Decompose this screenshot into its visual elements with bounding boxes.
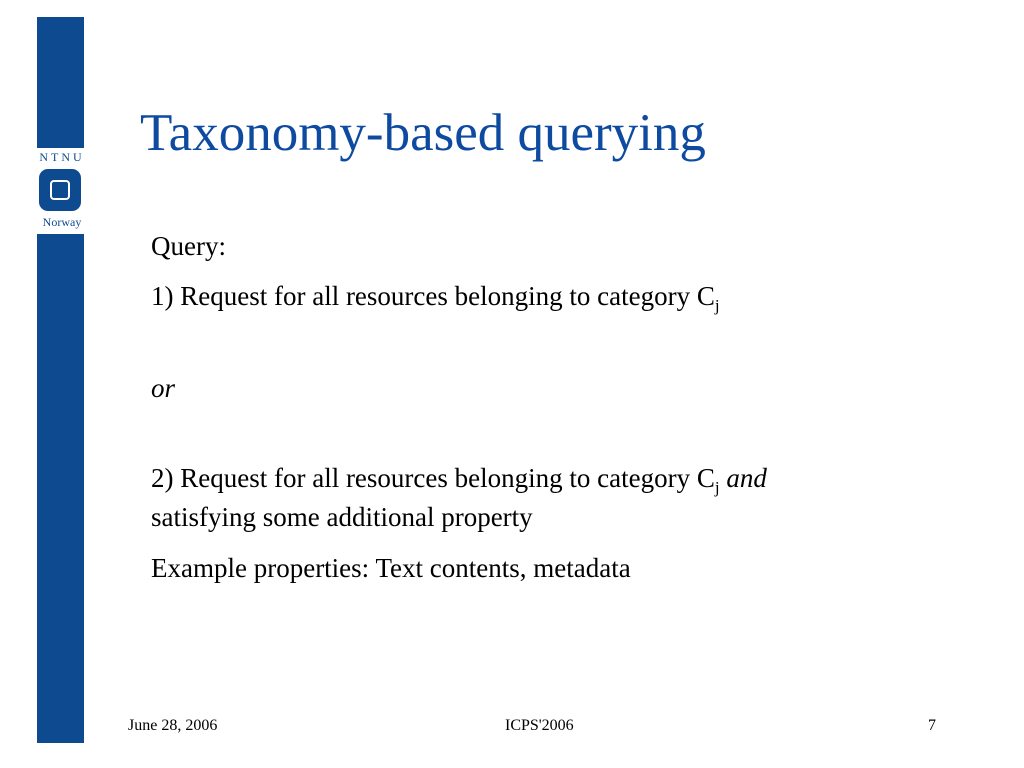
query-item-1-subscript: j xyxy=(714,296,720,315)
logo-mark-inner xyxy=(50,180,70,200)
footer-conference: ICPS'2006 xyxy=(505,717,574,734)
footer-date: June 28, 2006 xyxy=(128,717,218,734)
query-item-1-text: 1) Request for all resources belonging to category C xyxy=(151,281,715,311)
ntnu-logo xyxy=(37,148,87,234)
ntnu-logo-icon xyxy=(39,169,81,211)
slide-title: Taxonomy-based querying xyxy=(140,104,706,162)
query-label: Query: xyxy=(151,231,226,261)
query-item-1 xyxy=(151,280,720,317)
query-item-2-text: 2) Request for all resources belonging to category C xyxy=(151,463,715,493)
query-item-2-and: and xyxy=(726,463,767,493)
logo-country: Norway xyxy=(42,215,82,229)
query-item-2 xyxy=(151,462,767,499)
or-text: or xyxy=(151,373,176,403)
footer-page-number: 7 xyxy=(928,717,936,734)
query-item-2-subscript: j xyxy=(714,478,720,497)
example-properties: Example properties: Text contents, metadata xyxy=(151,553,631,583)
side-bar xyxy=(37,17,84,743)
query-item-2-continuation: satisfying some additional property xyxy=(151,502,533,532)
logo-wordmark: NTNU xyxy=(39,150,85,164)
